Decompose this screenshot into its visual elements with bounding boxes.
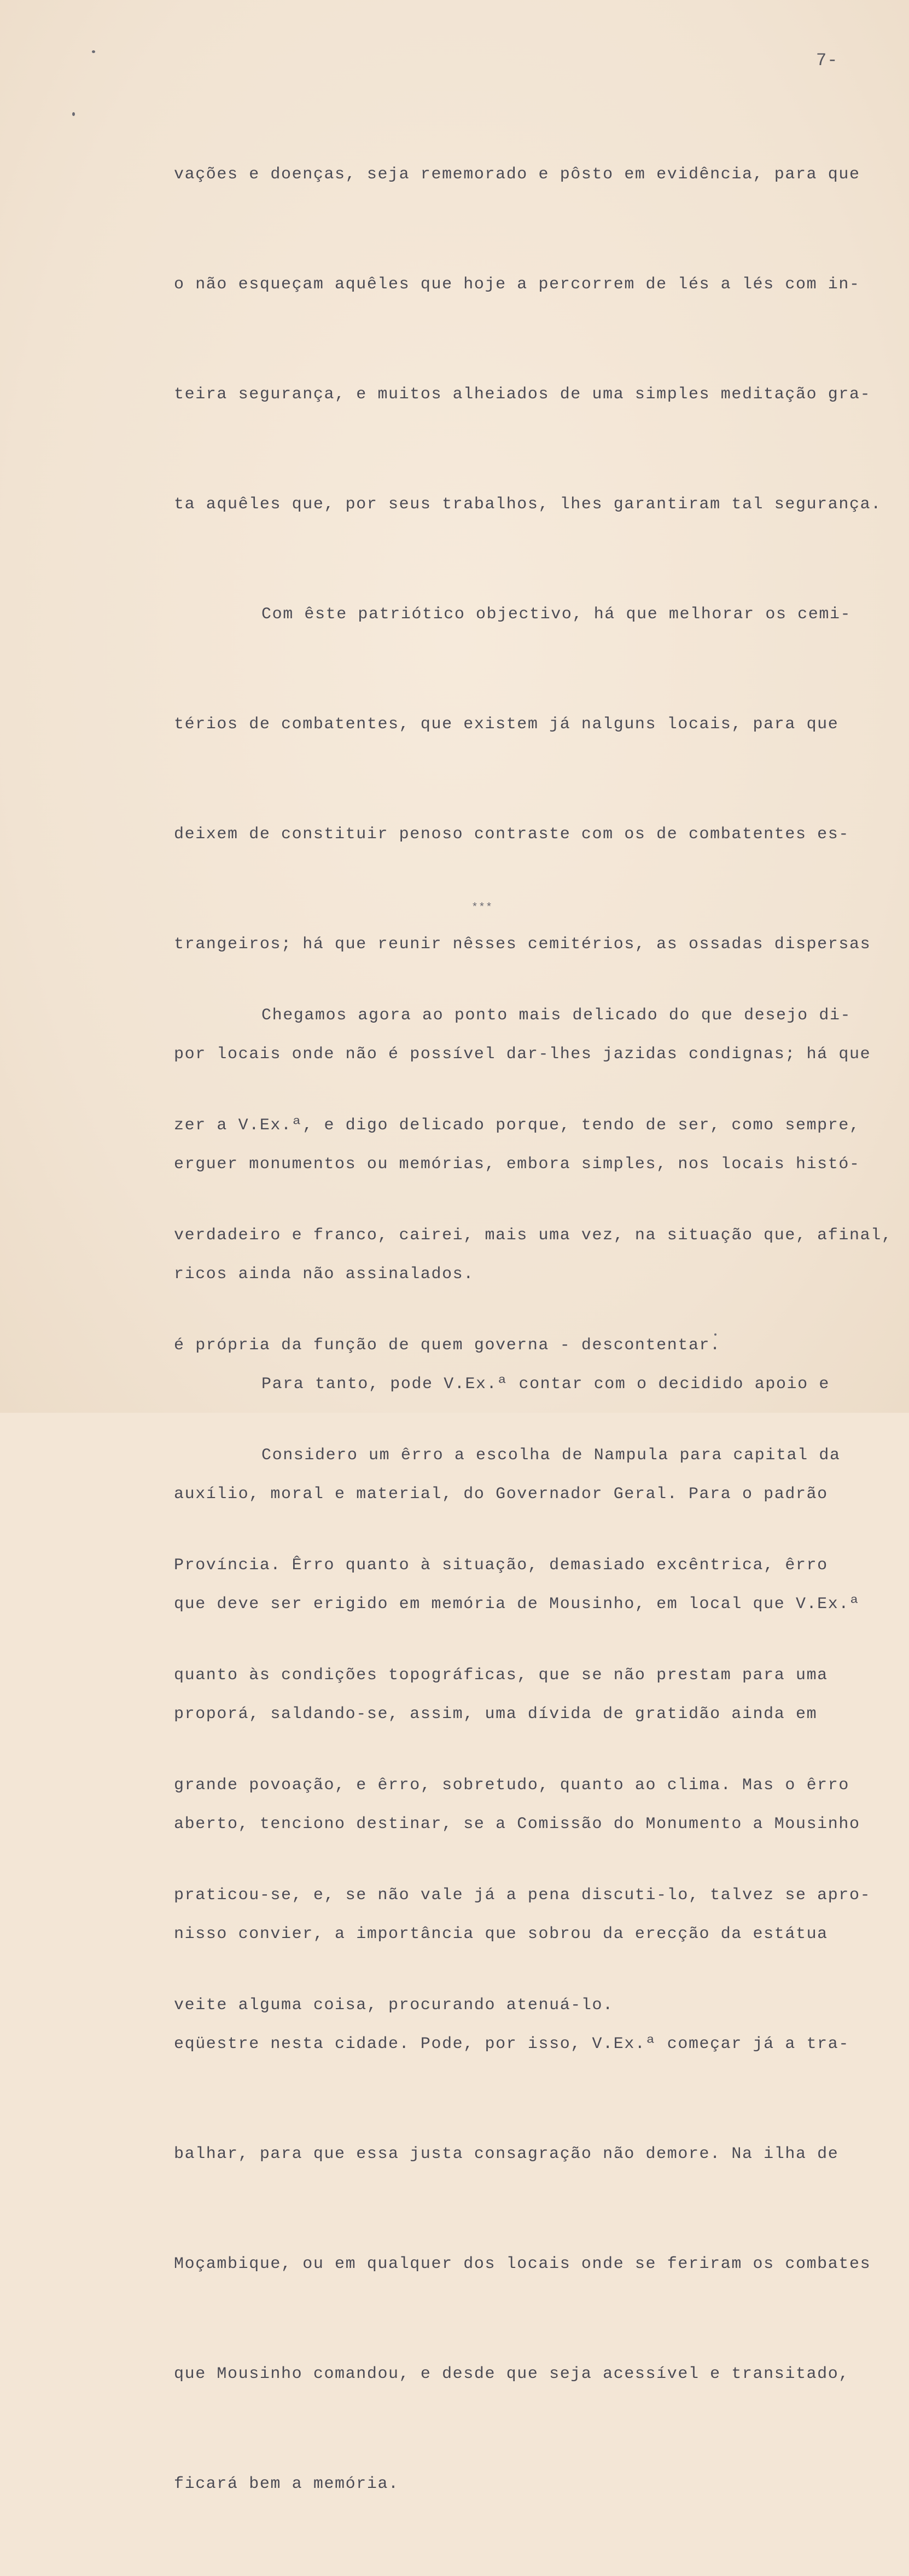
text-line: auxílio, moral e material, do Governador Geral. Para o padrão xyxy=(174,1485,828,1504)
text-line: que deve ser erigido em memória de Mousinho, em local que V.Ex.ª xyxy=(174,1595,860,1614)
text-line: proporá, saldando-se, assim, uma dívida de gratidão ainda em xyxy=(174,1705,818,1724)
text-line: praticou-se, e, se não vale já a pena discuti-lo, talvez se apro- xyxy=(174,1886,871,1905)
paragraph-start-line: Com êste patriótico objectivo, há que melhorar os cemi- xyxy=(261,605,852,624)
text-line: zer a V.Ex.ª, e digo delicado porque, tendo de ser, como sempre, xyxy=(174,1116,860,1135)
text-line: ricos ainda não assinalados. xyxy=(174,1265,474,1284)
text-line: quanto às condições topográficas, que se não prestam para uma xyxy=(174,1666,828,1685)
section-separator: *** xyxy=(471,902,493,914)
text-line: que Mousinho comandou, e desde que seja acessível e transitado, xyxy=(174,2365,849,2383)
text-line: térios de combatentes, que existem já nalguns locais, para que xyxy=(174,715,839,734)
text-line: deixem de constituir penoso contraste com os de combatentes es- xyxy=(174,825,849,844)
paragraph-start-line: Chegamos agora ao ponto mais delicado do que desejo di- xyxy=(261,1006,852,1025)
paper-speck xyxy=(92,50,95,53)
text-line: teira segurança, e muitos alheiados de uma simples meditação gra- xyxy=(174,385,871,404)
text-line: é própria da função de quem governa - descontentar. xyxy=(174,1336,721,1355)
text-line: vações e doenças, seja rememorado e pôsto em evidência, para que xyxy=(174,165,860,184)
text-line: eqüestre nesta cidade. Pode, por isso, V.Ex.ª começar já a tra- xyxy=(174,2035,849,2053)
text-line: aberto, tenciono destinar, se a Comissão do Monumento a Mousinho xyxy=(174,1815,860,1834)
text-line: nisso convier, a importância que sobrou da erecção da estátua xyxy=(174,1925,828,1943)
text-line: o não esqueçam aquêles que hoje a percorrem de lés a lés com in- xyxy=(174,275,860,294)
text-line: por locais onde não é possível dar-lhes jazidas condignas; há que xyxy=(174,1045,871,1064)
paper-speck xyxy=(714,1333,716,1336)
page-number: 7- xyxy=(816,50,838,71)
paragraph-start-line: Considero um êrro a escolha de Nampula para capital da xyxy=(261,1446,841,1465)
text-line: grande povoação, e êrro, sobretudo, quanto ao clima. Mas o êrro xyxy=(174,1776,849,1795)
text-line: ta aquêles que, por seus trabalhos, lhes garantiram tal segurança. xyxy=(174,495,882,514)
paper-speck xyxy=(72,112,75,116)
paragraph-start-line: Para tanto, pode V.Ex.ª contar com o decidido apoio e xyxy=(261,1375,830,1394)
text-line: ficará bem a memória. xyxy=(174,2475,399,2493)
text-line: veite alguma coisa, procurando atenuá-lo. xyxy=(174,1996,614,2015)
text-line: trangeiros; há que reunir nêsses cemitérios, as ossadas dispersas xyxy=(174,935,871,954)
text-line: Moçambique, ou em qualquer dos locais onde se feriram os combates xyxy=(174,2255,871,2273)
section-2-text xyxy=(174,924,907,2097)
text-line: verdadeiro e franco, cairei, mais uma vez, na situação que, afinal, xyxy=(174,1226,893,1245)
text-line: balhar, para que essa justa consagração não demore. Na ilha de xyxy=(174,2145,839,2163)
text-line: erguer monumentos ou memórias, embora simples, nos locais histó- xyxy=(174,1155,860,1174)
text-line: Província. Êrro quanto à situação, demasiado excêntrica, êrro xyxy=(174,1556,828,1575)
